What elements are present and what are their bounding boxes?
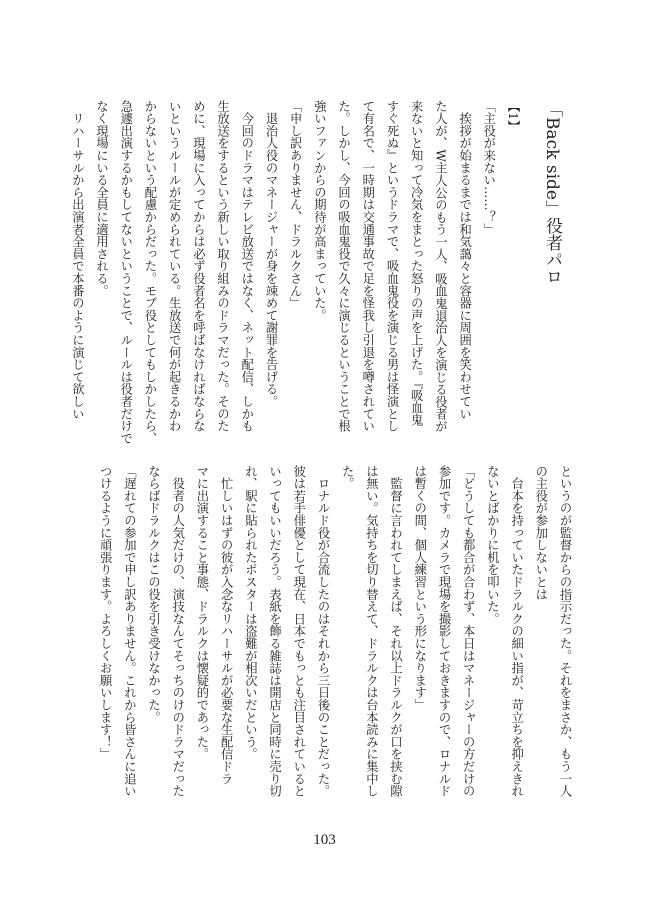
page-number: 103 — [313, 832, 336, 848]
text-line: ないとばかりに机を叩いた。 — [485, 465, 500, 625]
text-line: リハーサルから出演者全員で本番のように演じて欲しい — [70, 100, 85, 420]
chapter-title: 「Back side」役者パロ — [542, 100, 562, 285]
text-line: いってもいいだろう。表紙を飾る雑誌は開店と同時に売り切 — [267, 465, 282, 798]
text-line: 「申し訳ありません、ドラルクさん」 — [288, 100, 303, 310]
text-line: た人が、W主人公のもう一人、吸血鬼退治人を演じる役者が — [433, 100, 448, 433]
text-line: 今回のドラマはテレビ放送ではなく、ネット配信、しかも — [239, 100, 254, 433]
text-line: マに出演すること事態、ドラルクは懐疑的であった。 — [194, 465, 209, 761]
text-line: 監督に言われてしまえば、それ以上ドラルクが口を挟む隙 — [388, 465, 403, 798]
text-line: 生放送をするという新しい取り組みのドラマだった。そのた — [215, 100, 230, 433]
text-line: 退治人役のマネージャーが身を竦めて謝罪を告げる。 — [263, 100, 278, 408]
text-line: て有名で、一時期は交通事故で足を怪我し引退を噂されてい — [360, 100, 375, 433]
text-line: ならばドラルクはこの役を引き受けなかった。 — [146, 465, 161, 724]
text-line: は暫くの間、個人練習という形になります」 — [412, 465, 427, 711]
text-line: た。しかし、今回の吸血鬼役で久々に演じるということで根 — [336, 100, 351, 433]
text-line: は無い。気持ちを切り替えて、ドラルクは台本読みに集中し — [364, 465, 379, 798]
text-line: 台本を持っていたドラルクの細い指が、苛立ちを抑えきれ — [509, 465, 524, 798]
text-line: れ、駅に貼られたポスターは盗難が相次いだという。 — [243, 465, 258, 761]
text-line: 役者の人気だけの、演技なんてそっちのけのドラマだった — [170, 465, 185, 798]
section-heading: 【1】 — [506, 100, 520, 133]
text-line: いというルールが定められている。生放送で何が起きるかわ — [167, 100, 182, 433]
text-line: ロナルド役が合流したのはそれから三日後のことだった。 — [315, 465, 330, 798]
text-line: 強いファンからの期待が高まっていた。 — [312, 100, 327, 322]
text-line: 「主役が来ない……？」 — [481, 100, 496, 236]
top-text-block — [65, 100, 567, 445]
text-line: 急遽出演するかもしてないということで、ルールは役者だけで — [118, 100, 133, 445]
text-line: 来ないと知って冷気をまとった怒りの声を上げた。『吸血鬼 — [409, 100, 424, 426]
text-line: 「遅れての参加で申し訳ありません。これから皆さんに追い — [122, 465, 137, 798]
bottom-text-block — [93, 465, 577, 810]
text-line: すぐ死ぬ』というドラマで、吸血鬼役を演じる男は怪演とし — [384, 100, 399, 433]
text-line: からないという配慮からだった。モブ役としてもしかしたら、 — [142, 100, 157, 445]
text-line: というのが監督からの指示だった。それをまさか、もう一人 — [558, 465, 572, 798]
text-line: 参加です。カメラで現場を撮影しておきますので、ロナルド — [436, 465, 451, 798]
text-line: 挨拶が始まるまでは和気藹々と容器に周囲を笑わせてい — [457, 100, 472, 420]
text-line: た。 — [340, 465, 355, 490]
text-line: なく現場にいる全員に適用される。 — [94, 100, 109, 297]
text-line: 彼は若手俳優として現在、日本でもっとも注目されていると — [291, 465, 306, 798]
text-line: 「どうしても都合が合わず、本日はマネージャーの方だけの — [461, 465, 476, 798]
text-line: の主役が参加しないとは — [533, 465, 548, 601]
text-line: 忙しいはずの彼が入念なリハーサルが必要な生配信ドラ — [219, 465, 234, 785]
text-line: めに、現場に入ってからは必ず役者名を呼ばなければならな — [191, 100, 206, 433]
text-line: つけるように頑張ります。よろしくお願いします！」 — [98, 465, 113, 761]
